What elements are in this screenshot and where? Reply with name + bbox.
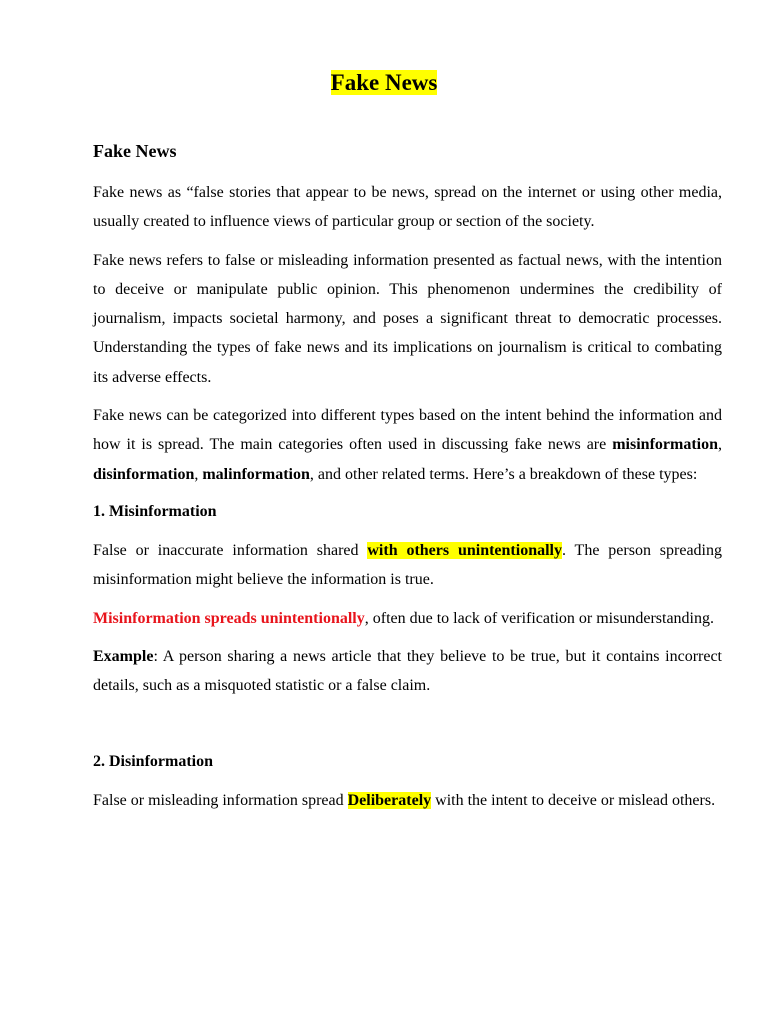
paragraph-categories xyxy=(93,401,722,489)
section-heading: Fake News xyxy=(93,141,177,161)
term-disinformation: disinformation xyxy=(93,465,195,483)
text-run: , often due to lack of verification or misunderstanding. xyxy=(364,609,714,627)
term-misinformation: misinformation xyxy=(612,436,718,454)
document-body xyxy=(93,138,722,825)
text-run: with the intent to deceive or mislead others. xyxy=(431,792,716,810)
text-run: : A person sharing a news article that they believe to be true, but it contains incorrect details, such as a misquoted statistic or a false claim. xyxy=(93,647,722,695)
text-run: False or inaccurate information shared xyxy=(93,541,368,559)
text-run: , xyxy=(194,465,203,483)
text-run: Fake news can be categorized into different types based on the intent behind the information and how it is spread. The main categories often used in discussing fake news are xyxy=(93,407,722,454)
red-emphasis: Misinformation spreads unintentionally xyxy=(93,609,365,627)
highlight-unintentionally: with others unintentionally xyxy=(367,541,562,559)
title-highlight: Fake News xyxy=(330,70,438,95)
paragraph-disinformation-definition xyxy=(93,786,722,815)
document-title xyxy=(0,66,768,100)
text-run: . The person spreading misinformation might believe the information is true. xyxy=(93,541,722,589)
paragraph-overview: Fake news refers to false or misleading information presented as factual news, with the intention to deceive or manipulate public opinion. This phenomenon undermines the credibility of journalism, impacts societal harmony, and poses a significant threat to democratic processes. Understanding the types of fake news and its implications on journalism is critical to combating its adverse effects. xyxy=(93,251,722,386)
heading-misinformation: 1. Misinformation xyxy=(93,502,217,520)
text-run: , and other related terms. Here’s a breakdown of these types: xyxy=(309,465,698,483)
text-run: , xyxy=(718,436,722,454)
paragraph-misinformation-definition xyxy=(93,536,722,595)
example-label: Example xyxy=(93,647,154,665)
blank-line xyxy=(93,709,722,748)
highlight-deliberately: Deliberately xyxy=(347,792,432,810)
paragraph-definition: Fake news as “false stories that appear to be news, spread on the internet or using other media, usually created to influence views of particular group or section of the society. xyxy=(93,184,722,231)
paragraph-misinformation-spread xyxy=(93,604,722,633)
text-run: False or misleading information spread xyxy=(93,792,348,810)
term-malinformation: malinformation xyxy=(202,465,310,483)
heading-disinformation: 2. Disinformation xyxy=(93,753,213,771)
paragraph-misinformation-example xyxy=(93,642,722,701)
